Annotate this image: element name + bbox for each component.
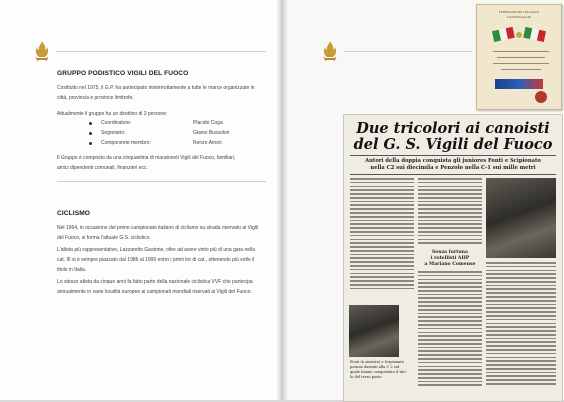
role-name: Placido Coga bbox=[193, 120, 223, 126]
section-heading-line-3: a Mariano Comense bbox=[424, 262, 476, 267]
ciclismo-paragraph-2-line-2: cat. III si è sempre piazzato dal 1986 al 1990 entro i primi tre di cat., ottenendo più volte il bbox=[57, 257, 255, 263]
section-title-podistico: GRUPPO PODISTICO VIGILI DEL FUOCO bbox=[57, 70, 189, 77]
ciclismo-paragraph-2-line-1: L'atleta più rappresentativo, Lazzaretto Gastone, oltre ad avere vinto più di una gara nella bbox=[57, 247, 256, 253]
role-label: Segretario: bbox=[101, 130, 126, 136]
bullet-icon bbox=[89, 132, 92, 135]
ciclismo-paragraph-1-line-1: Nel 1964, in occasione del primo campionato italiano di ciclismo su strada riservato ai Vigili bbox=[57, 225, 259, 231]
podistico-paragraph-3-line-2: amici dipendenti comunali, finanzieri ecc. bbox=[57, 165, 148, 171]
canoe-team-photo bbox=[349, 305, 399, 357]
flame-emblem-icon bbox=[322, 40, 338, 62]
newspaper-clipping bbox=[343, 114, 563, 402]
photo-caption-line-1: Fonti (a sinistra) e Scipionato bbox=[350, 360, 404, 364]
flame-emblem-icon bbox=[34, 40, 50, 62]
certificate-handwriting bbox=[493, 63, 549, 64]
certificate-ribbon bbox=[495, 79, 543, 89]
photo-caption-line-3: quale hanno conquistato il tito- bbox=[350, 370, 407, 374]
left-page bbox=[0, 0, 282, 400]
role-name: Renzo Amori bbox=[193, 140, 222, 146]
role-label: Componente membro: bbox=[101, 140, 151, 146]
certificate-handwriting bbox=[497, 57, 545, 58]
subheadline-line-1: Autori della doppia conquista gli juniores Fonti e Scipionato bbox=[365, 158, 541, 164]
headline-rule bbox=[350, 155, 556, 156]
headline-line-2: del G. S. Vigili del Fuoco bbox=[353, 136, 553, 153]
wax-seal-icon bbox=[535, 91, 547, 103]
subheadline-line-2: nella C2 sui diecimila e Penzolo nella C-1 sui mille metri bbox=[370, 165, 536, 171]
certificate-handwriting bbox=[493, 51, 549, 52]
federation-certificate bbox=[476, 4, 562, 110]
headline-line-1: Due tricolori ai canoisti bbox=[356, 120, 550, 137]
ciclismo-paragraph-3-line-1: Lo stesso atleta da cinque anni fa fatto parte della nazionale ciclistica VVF che partecipa bbox=[57, 279, 253, 285]
podistico-paragraph-2: Attualmente il gruppo ha un direttivo di 3 persone: bbox=[57, 111, 168, 117]
section-divider bbox=[57, 181, 266, 182]
podistico-paragraph-1-line-1: Costituito nel 1975, il G.P. ha partecipato ininterrottamente a tutte le marce organizzate in bbox=[57, 85, 255, 91]
ciclismo-paragraph-3-line-2: annualmente in varie località europee ai campionati mondiali riservati ai Vigili del Fuoco. bbox=[57, 289, 252, 295]
top-divider bbox=[56, 51, 266, 52]
section-heading-line-1: Senza fortuna bbox=[431, 250, 468, 255]
subheadline-rule bbox=[350, 174, 556, 175]
role-label: Coordinatore: bbox=[101, 120, 132, 126]
article-column-2-continued bbox=[418, 271, 482, 388]
photo-caption-line-4: lo del terzo posto bbox=[350, 375, 382, 379]
ciclismo-paragraph-1-line-2: del Fuoco, si forma l'attuale G.S. ciclistico. bbox=[57, 235, 151, 241]
role-name: Gianni Bussolon bbox=[193, 130, 230, 136]
podistico-paragraph-3-line-1: Il Gruppo è composto da una cinquantina di maratoneti Vigili del Fuoco, familiari, bbox=[57, 155, 236, 161]
certificate-handwriting bbox=[501, 69, 541, 70]
certificate-title-line-1: FEDERAZIONE ITALIANA bbox=[498, 10, 540, 14]
bullet-icon bbox=[89, 142, 92, 145]
article-column-1 bbox=[350, 178, 414, 291]
photo-caption-line-2: posano davanti alla C 2 sul bbox=[350, 365, 400, 369]
section-title-ciclismo: CICLISMO bbox=[57, 210, 91, 217]
crossed-flags-icon bbox=[489, 25, 549, 45]
top-divider bbox=[344, 51, 472, 52]
ciclismo-paragraph-2-line-3: titolo in Italia. bbox=[57, 267, 87, 273]
certificate-title-line-2: CANOTTAGGIO bbox=[506, 15, 532, 19]
section-heading-line-2: i rotellisti AHP bbox=[430, 256, 470, 261]
book-gutter bbox=[276, 0, 288, 400]
bullet-icon bbox=[89, 122, 92, 125]
podistico-paragraph-1-line-2: città, provincia e province limitrofe. bbox=[57, 95, 134, 101]
article-column-3 bbox=[486, 262, 556, 387]
canoeist-photo bbox=[486, 178, 556, 258]
article-column-2 bbox=[418, 178, 482, 246]
